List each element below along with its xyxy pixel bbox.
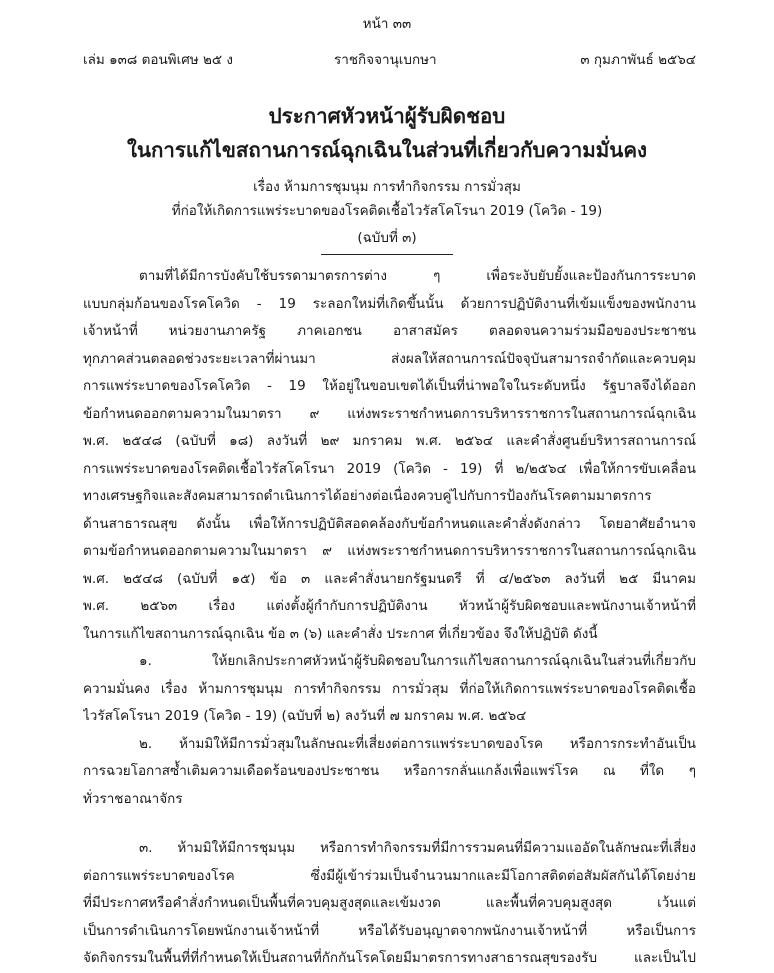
text-line: ๑. ให้ยกเลิกประกาศหัวหน้าผู้รับผิดชอบในการแก้ไขสถานการณ์ฉุกเฉินในส่วนที่เกี่ยวกับ — [139, 653, 696, 669]
announcement-title: ประกาศหัวหน้าผู้รับผิดชอบ — [268, 104, 506, 128]
document-body — [83, 263, 696, 973]
gazette-name: ราชกิจจานุเบกษา — [334, 52, 437, 68]
text-line: ในการแก้ไขสถานการณ์ฉุกเฉิน ข้อ ๓ (๖) และคำสั่ง ประกาศ ที่เกี่ยวข้อง จึงให้ปฏิบัติ ดังนี้ — [83, 625, 598, 642]
text-line: การฉวยโอกาสซ้ำเติมความเดือดร้อนของประชาชน หรือการกลั่นแกล้งเพื่อแพร่โรค ณ ที่ใด ๆ — [83, 763, 696, 779]
text-line: ทั่วราชอาณาจักร — [83, 790, 183, 807]
subject-line: เรื่อง ห้ามการชุมนุม การทำกิจกรรม การมั่วสุม — [253, 179, 521, 195]
text-line: ที่มีประกาศหรือคำสั่งกำหนดเป็นพื้นที่ควบคุมสูงสุดและเข้มงวด และพื้นที่ควบคุมสูงสุด เว้นแต่ — [83, 895, 696, 911]
text-line: เจ้าหน้าที่ หน่วยงานภาครัฐ ภาคเอกชน อาสาสมัคร ตลอดจนความร่วมมือของประชาชน — [83, 323, 696, 339]
text-line: ทุกภาคส่วนตลอดช่วงระยะเวลาที่ผ่านมา ส่งผลให้สถานการณ์ปัจจุบันสามารถจำกัดและควบคุม — [83, 350, 696, 367]
text-line: ไวรัสโคโรนา 2019 (โควิด - 19) (ฉบับที่ ๒) ลงวันที่ ๗ มกราคม พ.ศ. ๒๕๖๔ — [83, 708, 527, 724]
text-line: ตามข้อกำหนดออกตามความในมาตรา ๙ แห่งพระราชกำหนดการบริหารราชการในสถานการณ์ฉุกเฉิน — [83, 543, 696, 559]
paragraph-gap — [83, 813, 696, 835]
page-number: หน้า ๓๓ — [362, 16, 412, 32]
text-line: แบบกลุ่มก้อนของโรคโควิด - 19 ระลอกใหม่ที่เกิดขึ้นนั้น ด้วยการปฏิบัติงานที่เข้มแข็งของพนักงาน — [83, 295, 696, 312]
publication-date: ๓ กุมภาพันธ์ ๒๕๖๔ — [580, 52, 696, 68]
text-line: พ.ศ. ๒๕๔๘ (ฉบับที่ ๑๕) ข้อ ๓ และคำสั่งนายกรัฐมนตรี ที่ ๔/๒๕๖๓ ลงวันที่ ๒๕ มีนาคม — [83, 570, 696, 587]
text-line: เป็นการดำเนินการโดยพนักงานเจ้าหน้าที่ หรือได้รับอนุญาตจากพนักงานเจ้าหน้าที่ หรือเป็นการ — [83, 922, 696, 939]
title-divider — [321, 254, 453, 255]
text-line: จัดกิจกรรมในพื้นที่ที่กำหนดให้เป็นสถานที่กักกันโรคโดยมีมาตรการทางสาธารณสุขรองรับ และเป็นไป — [83, 950, 696, 966]
text-line: ต่อการแพร่ระบาดของโรค ซึ่งมีผู้เข้าร่วมเป็นจำนวนมากและมีโอกาสติดต่อสัมผัสกันได้โดยง่าย — [83, 867, 696, 884]
announcement-title-line2: ในการแก้ไขสถานการณ์ฉุกเฉินในส่วนที่เกี่ยวกับความมั่นคง — [126, 138, 648, 162]
text-line: พ.ศ. ๒๕๖๓ เรื่อง แต่งตั้งผู้กำกับการปฏิบัติงาน หัวหน้าผู้รับผิดชอบและพนักงานเจ้าหน้าที่ — [83, 598, 696, 614]
subject-line-2: ที่ก่อให้เกิดการแพร่ระบาดของโรคติดเชื้อไวรัสโคโรนา 2019 (โควิด - 19) — [171, 203, 603, 219]
clause-2 — [83, 731, 696, 814]
text-line: ทางเศรษฐกิจและสังคมสามารถดำเนินการได้อย่างต่อเนื่องควบคู่ไปกับการป้องกันโรคตามมาตรการ — [83, 488, 652, 504]
preamble-paragraph — [83, 263, 696, 648]
gazette-header — [83, 48, 696, 70]
text-line: พ.ศ. ๒๕๔๘ (ฉบับที่ ๑๘) ลงวันที่ ๒๙ มกราคม พ.ศ. ๒๕๖๔ และคำสั่งศูนย์บริหารสถานการณ์ — [83, 433, 696, 449]
text-line: ด้านสาธารณสุข ดังนั้น เพื่อให้การปฏิบัติสอดคล้องกับข้อกำหนดและคำสั่งดังกล่าว โดยอาศัยอำนาจ — [83, 515, 696, 532]
text-line: การแพร่ระบาดของโรคติดเชื้อไวรัสโคโรนา 2019 (โควิด - 19) ที่ ๒/๒๕๖๔ เพื่อให้การขับเคลื่อน — [83, 460, 696, 477]
clause-3 — [83, 835, 696, 973]
volume-info: เล่ม ๑๓๘ ตอนพิเศษ ๒๕ ง — [83, 52, 233, 68]
text-line: ๒. ห้ามมิให้มีการมั่วสุมในลักษณะที่เสี่ยงต่อการแพร่ระบาดของโรค หรือการกระทำอันเป็น — [139, 735, 696, 752]
text-line: การแพร่ระบาดของโรคโควิด - 19 ให้อยู่ในขอบเขตได้เป็นที่น่าพอใจในระดับหนึ่ง รัฐบาลจึงได้ออก — [83, 378, 696, 394]
text-line: ตามที่ได้มีการบังคับใช้บรรดามาตรการต่าง ๆ เพื่อระงับยับยั้งและป้องกันการระบาด — [139, 268, 696, 284]
text-line: ๓. ห้ามมิให้มีการชุมนุม หรือการทำกิจกรรมที่มีการรวมคนที่มีความแออัดในลักษณะที่เสี่ยง — [139, 840, 696, 856]
edition-number: (ฉบับที่ ๓) — [357, 230, 417, 246]
clause-1 — [83, 648, 696, 731]
text-line: ข้อกำหนดออกตามความในมาตรา ๙ แห่งพระราชกำหนดการบริหารราชการในสถานการณ์ฉุกเฉิน — [83, 405, 696, 422]
text-line: ความมั่นคง เรื่อง ห้ามการชุมนุม การทำกิจกรรม การมั่วสุม ที่ก่อให้เกิดการแพร่ระบาดของโรคติดเชื้อ — [83, 680, 696, 697]
